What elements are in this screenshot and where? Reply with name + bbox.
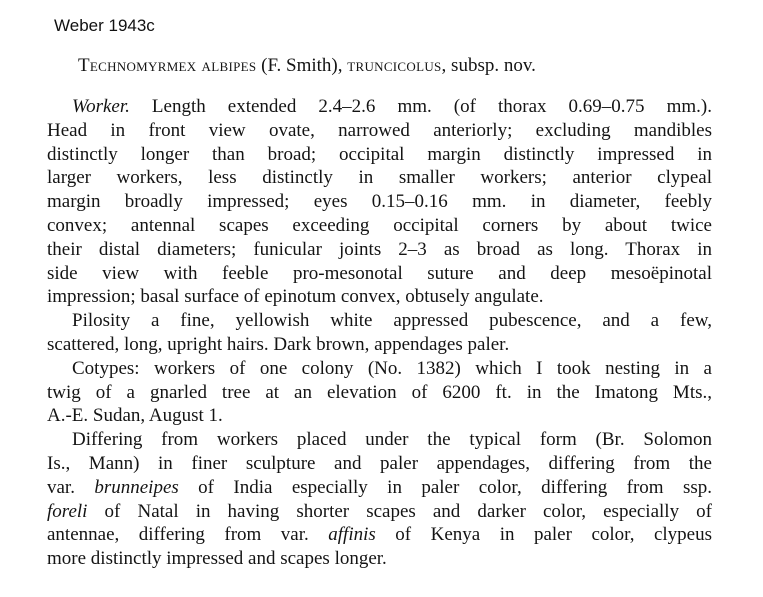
text-span: var.: [47, 476, 95, 498]
text-span: of India especially in paler color, differing from ssp.: [178, 476, 712, 498]
cotypes-paragraph: [47, 357, 712, 428]
text-line: larger workers, less distinctly in smaller workers; anterior clypeal: [47, 167, 712, 189]
worker-heading: Worker.: [72, 96, 130, 117]
text-line: Differing from workers placed under the typical form (Br. Solomon: [72, 429, 712, 451]
species-description: [47, 95, 712, 571]
text-line: side view with feeble pro-mesonotal suture and deep mesoëpinotal: [47, 262, 712, 284]
worker-paragraph: [47, 95, 712, 309]
text-line: Is., Mann) in finer sculpture and paler appendages, differing from the: [47, 452, 712, 474]
text-span: Length extended 2.4–2.6 mm. (of thorax 0.69–0.75 mm.).: [129, 96, 712, 117]
text-line: [47, 95, 712, 119]
text-line: scattered, long, upright hairs. Dark brown, appendages paler.: [47, 333, 510, 355]
text-line: more distinctly impressed and scapes longer.: [47, 548, 387, 570]
subspecies-name: truncicolus: [347, 55, 442, 76]
taxon-name: affinis: [328, 524, 376, 546]
text-line: impression; basal surface of epinotum convex, obtusely angulate.: [47, 286, 544, 308]
text-line: Head in front view ovate, narrowed anteriorly; excluding mandibles: [47, 119, 712, 141]
text-line: twig of a gnarled tree at an elevation of 6200 ft. in the Imatong Mts.,: [47, 381, 712, 403]
text-line: [47, 500, 712, 524]
differing-paragraph: [47, 428, 712, 571]
text-line: Pilosity a fine, yellowish white appressed pubescence, and a few,: [72, 310, 712, 332]
text-line: margin broadly impressed; eyes 0.15–0.16 mm. in diameter, feebly: [47, 191, 712, 213]
text-line: Cotypes: workers of one colony (No. 1382) which I took nesting in a: [72, 357, 712, 379]
text-line: [47, 476, 712, 500]
text-line: their distal diameters; funicular joints 2–3 as broad as long. Thorax in: [47, 238, 712, 260]
pilosity-paragraph: [47, 309, 712, 357]
text-span: antennae, differing from var.: [47, 524, 329, 546]
text-line: convex; antennal scapes exceeding occipital corners by about twice: [47, 214, 712, 236]
text-line: A.-E. Sudan, August 1.: [47, 405, 223, 427]
taxon-name: foreli: [47, 500, 88, 522]
source-label: Weber 1943c: [54, 16, 155, 35]
species-author: (F. Smith),: [256, 55, 348, 76]
text-line: [47, 523, 712, 547]
text-span: of Kenya in paler color, clypeus: [375, 524, 713, 546]
taxon-name: brunneipes: [94, 476, 179, 498]
text-line: distinctly longer than broad; occipital margin distinctly impressed in: [47, 143, 712, 165]
text-span: of Natal in having shorter scapes and darker color, especially of: [87, 500, 712, 522]
species-heading: [78, 55, 536, 77]
genus-species-name: Technomyrmex albipes: [78, 55, 257, 76]
taxon-status: , subsp. nov.: [441, 55, 536, 76]
